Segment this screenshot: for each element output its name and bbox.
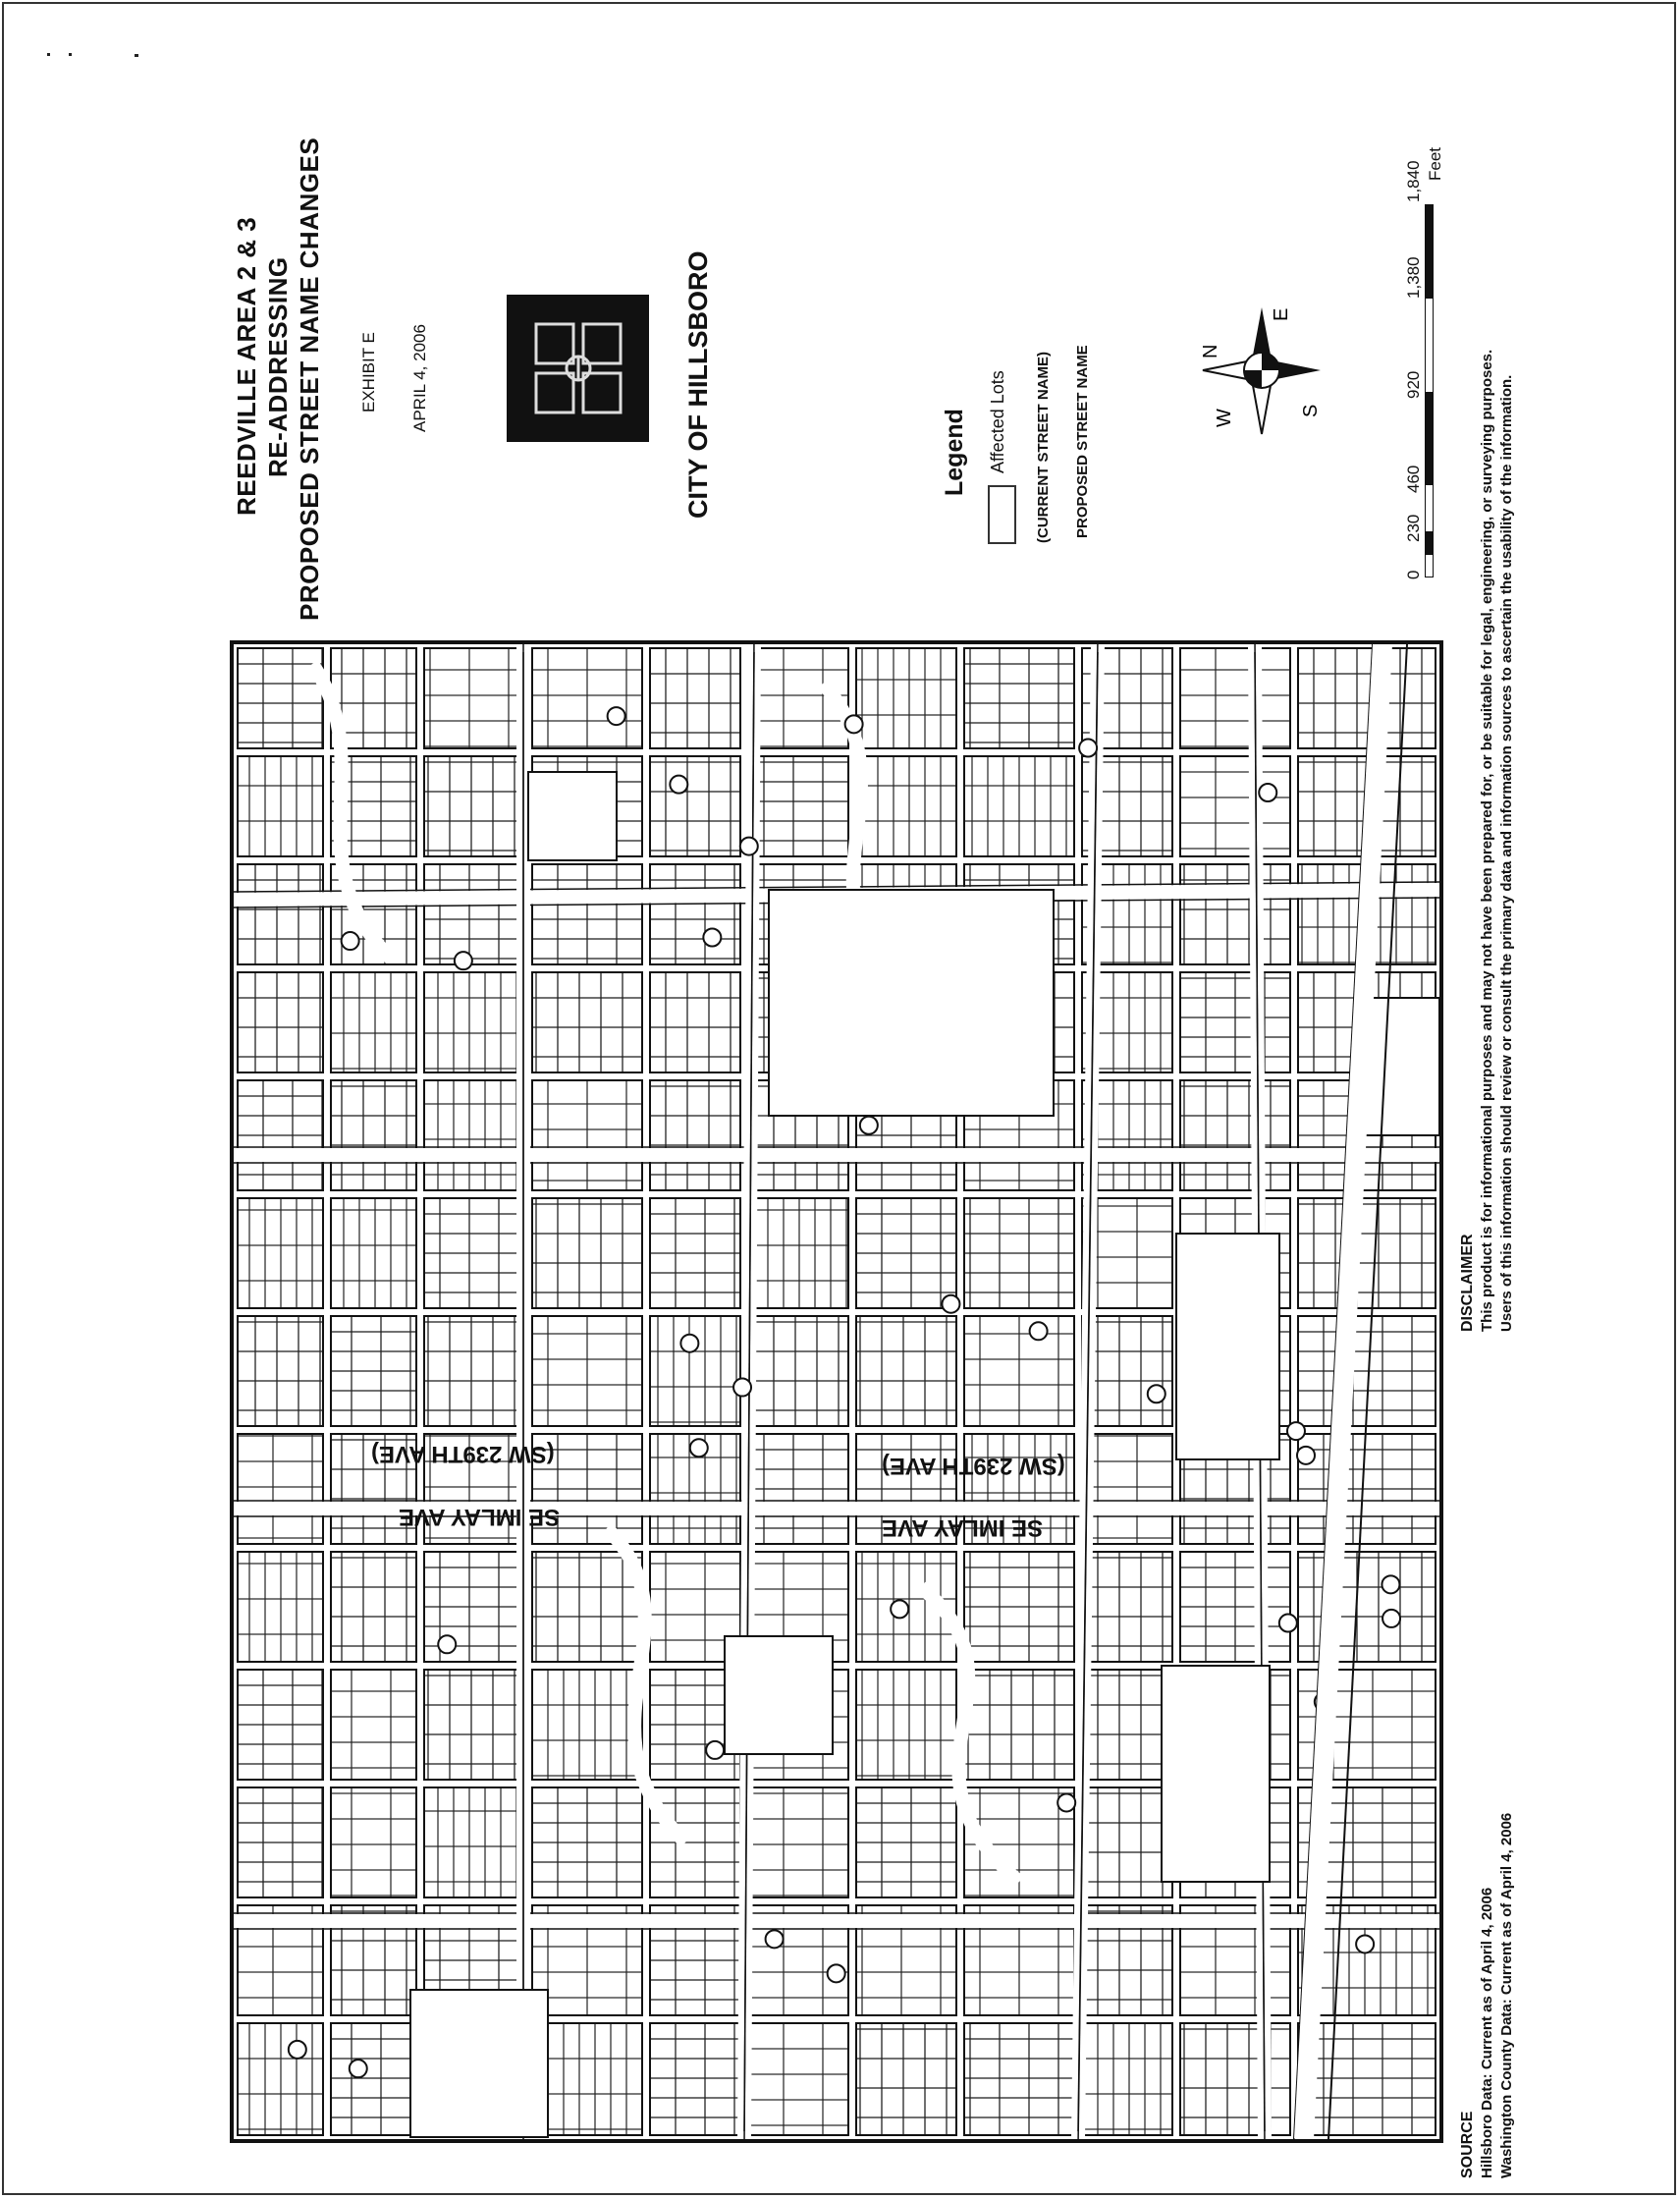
affected-lots-swatch: [988, 485, 1016, 544]
scan-speck: [135, 54, 138, 57]
map-frame[interactable]: [230, 640, 1443, 2143]
scale-bar: [1425, 204, 1434, 577]
title-line-3: PROPOSED STREET NAME CHANGES: [295, 137, 324, 621]
proposed-street-name-left: SE IMLAY AVE: [399, 1504, 561, 1530]
compass-e: E: [1271, 307, 1292, 321]
legend-proposed-street-name: PROPOSED STREET NAME: [1074, 345, 1091, 538]
legend-heading: Legend: [941, 409, 968, 496]
source-line-2: Washington County Data: Current as of April 4, 2006: [1498, 1812, 1515, 2178]
date-label: APRIL 4, 2006: [410, 324, 429, 432]
scale-tick-0: 0: [1404, 570, 1423, 579]
compass-w: W: [1214, 409, 1235, 427]
scale-tick-1840: 1,840: [1404, 160, 1423, 202]
compass-s: S: [1300, 404, 1322, 417]
affected-lots-label: Affected Lots: [988, 370, 1007, 473]
source-heading: SOURCE: [1459, 2111, 1476, 2178]
title-line-2: RE-ADDRESSING: [263, 256, 293, 477]
scale-tick-920: 920: [1404, 370, 1423, 399]
city-logo: [507, 295, 649, 442]
city-name: CITY OF HILLSBORO: [683, 250, 713, 519]
proposed-street-name-right: SE IMLAY AVE: [882, 1514, 1044, 1541]
current-street-name-left: (SW 239TH AVE): [371, 1441, 555, 1467]
scan-speck: [47, 53, 50, 56]
compass-n: N: [1200, 344, 1221, 358]
title-line-1: REEDVILLE AREA 2 & 3: [232, 216, 261, 516]
current-street-name-right: (SW 239TH AVE): [882, 1453, 1065, 1479]
scan-speck: [69, 53, 72, 56]
disclaimer-heading: DISCLAIMER: [1459, 1234, 1476, 1332]
scale-tick-1380: 1,380: [1404, 256, 1423, 299]
city-logo-icon: [507, 295, 649, 442]
disclaimer-line-2: Users of this information should review or consult the primary data and information sources to ascertain the usability of the information.: [1498, 374, 1515, 1332]
disclaimer-line-1: This product is for informational purposes and may not have been prepared for, or be suitable for legal, engineering, or surveying purposes.: [1479, 349, 1495, 1332]
scale-tick-460: 460: [1404, 465, 1423, 493]
source-line-1: Hillsboro Data: Current as of April 4, 2006: [1479, 1887, 1495, 2178]
legend-current-street-name: (CURRENT STREET NAME): [1035, 352, 1052, 543]
parcel-map: [234, 644, 1439, 2139]
exhibit-label: EXHIBIT E: [359, 332, 378, 412]
scale-unit: Feet: [1426, 146, 1444, 181]
scale-tick-230: 230: [1404, 514, 1423, 542]
compass-rose-icon: [1193, 300, 1330, 442]
